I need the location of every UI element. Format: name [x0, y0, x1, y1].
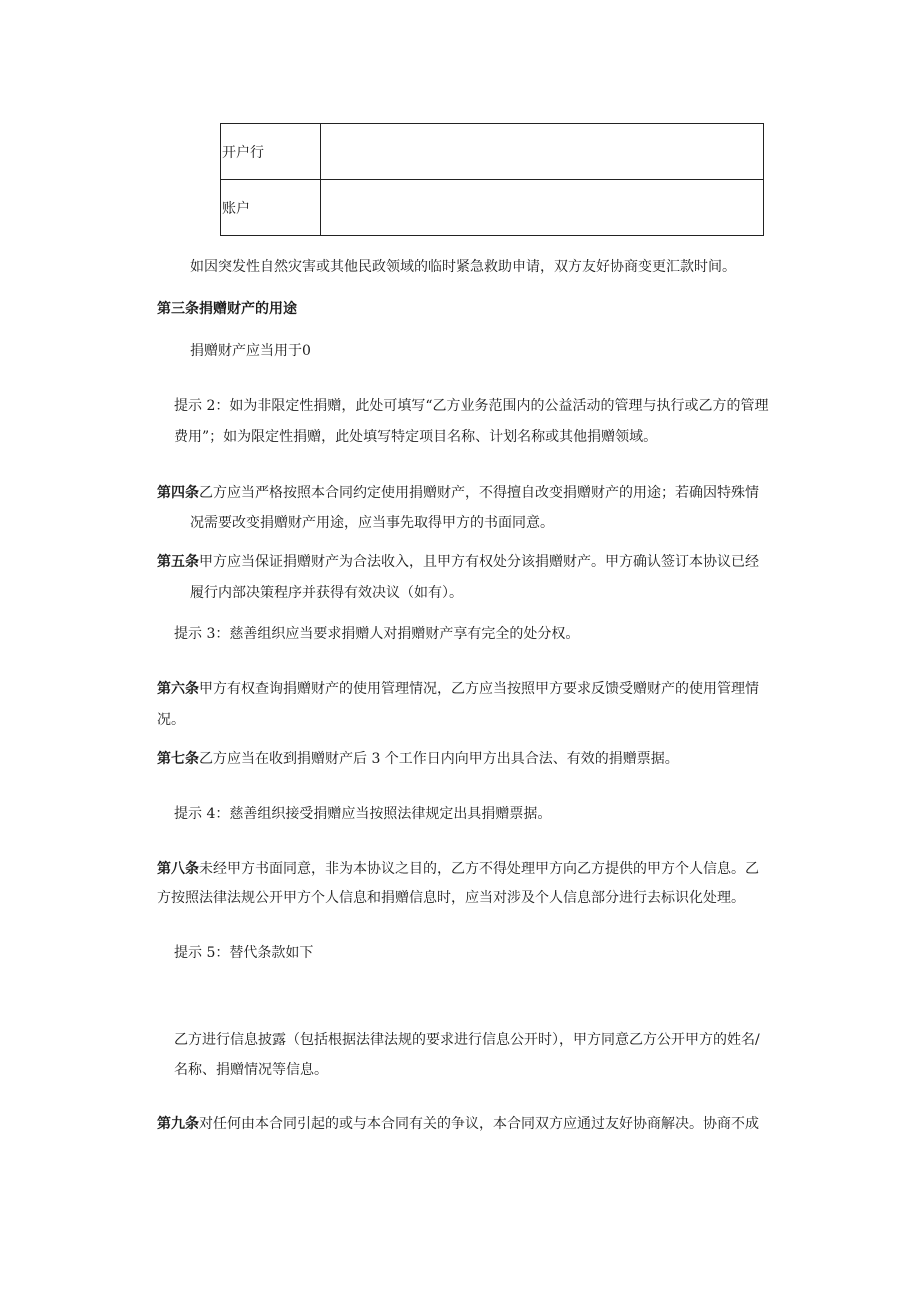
tip-5: 提示 5：替代条款如下 — [174, 945, 314, 961]
article-5-label: 第五条 — [157, 554, 199, 570]
tip-2-line-1: 提示 2：如为非限定性捐赠，此处可填写“乙方业务范围内的公益活动的管理与执行或乙方的管理 — [174, 398, 769, 414]
account-label: 账户 — [221, 180, 321, 236]
table-row — [221, 180, 764, 236]
article-7-line-1: 乙方应当在收到捐赠财产后 3 个工作日内向甲方出具合法、有效的捐赠票据。 — [199, 751, 679, 767]
table-row — [221, 124, 764, 180]
article-8 — [157, 859, 759, 879]
article-6-line-1: 甲方有权查询捐赠财产的使用管理情况，乙方应当按照甲方要求反馈受赠财产的使用管理情 — [199, 681, 759, 697]
article-9-line-1: 对任何由本合同引起的或与本合同有关的争议，本合同双方应通过友好协商解决。协商不成 — [199, 1116, 759, 1132]
article-3-title: 第三条捐赠财产的用途 — [157, 301, 297, 317]
remit-note: 如因突发性自然灾害或其他民政领域的临时紧急救助申请，双方友好协商变更汇款时间。 — [190, 259, 736, 275]
article-8-line-1: 未经甲方书面同意，非为本协议之目的，乙方不得处理甲方向乙方提供的甲方个人信息。乙 — [199, 861, 759, 877]
article-6 — [157, 679, 759, 699]
alt-clause-line-2: 名称、捐赠情况等信息。 — [174, 1062, 328, 1078]
article-4 — [157, 483, 759, 503]
article-4-line-1: 乙方应当严格按照本合同约定使用捐赠财产，不得擅自改变捐赠财产的用途；若确因特殊情 — [199, 485, 759, 501]
article-5-line-1: 甲方应当保证捐赠财产为合法收入，且甲方有权处分该捐赠财产。甲方确认签订本协议已经 — [199, 554, 759, 570]
article-7 — [157, 749, 679, 769]
bank-name-value — [321, 124, 764, 180]
article-5-line-2: 履行内部决策程序并获得有效决议（如有）。 — [190, 585, 463, 601]
article-8-label: 第八条 — [157, 861, 199, 877]
article-3-body: 捐赠财产应当用于0 — [190, 343, 311, 359]
tip-2-line-2: 费用”；如为限定性捐赠，此处填写特定项目名称、计划名称或其他捐赠领域。 — [174, 429, 658, 445]
article-7-label: 第七条 — [157, 751, 199, 767]
article-4-line-2: 况需要改变捐赠财产用途，应当事先取得甲方的书面同意。 — [190, 515, 554, 531]
article-5 — [157, 552, 759, 572]
article-8-line-2: 方按照法律法规公开甲方个人信息和捐赠信息时，应当对涉及个人信息部分进行去标识化处理。 — [157, 890, 745, 906]
alt-clause-line-1: 乙方进行信息披露（包括根据法律法规的要求进行信息公开时），甲方同意乙方公开甲方的姓名/ — [174, 1032, 760, 1048]
bank-name-label: 开户行 — [221, 124, 321, 180]
article-4-label: 第四条 — [157, 485, 199, 501]
account-value — [321, 180, 764, 236]
article-6-line-2: 况。 — [157, 712, 185, 728]
article-6-label: 第六条 — [157, 681, 199, 697]
tip-3: 提示 3：慈善组织应当要求捐赠人对捐赠财产享有完全的处分权。 — [174, 626, 580, 642]
article-9-label: 第九条 — [157, 1116, 199, 1132]
tip-4: 提示 4：慈善组织接受捐赠应当按照法律规定出具捐赠票据。 — [174, 806, 552, 822]
bank-info-table — [220, 123, 764, 236]
article-9 — [157, 1114, 759, 1134]
